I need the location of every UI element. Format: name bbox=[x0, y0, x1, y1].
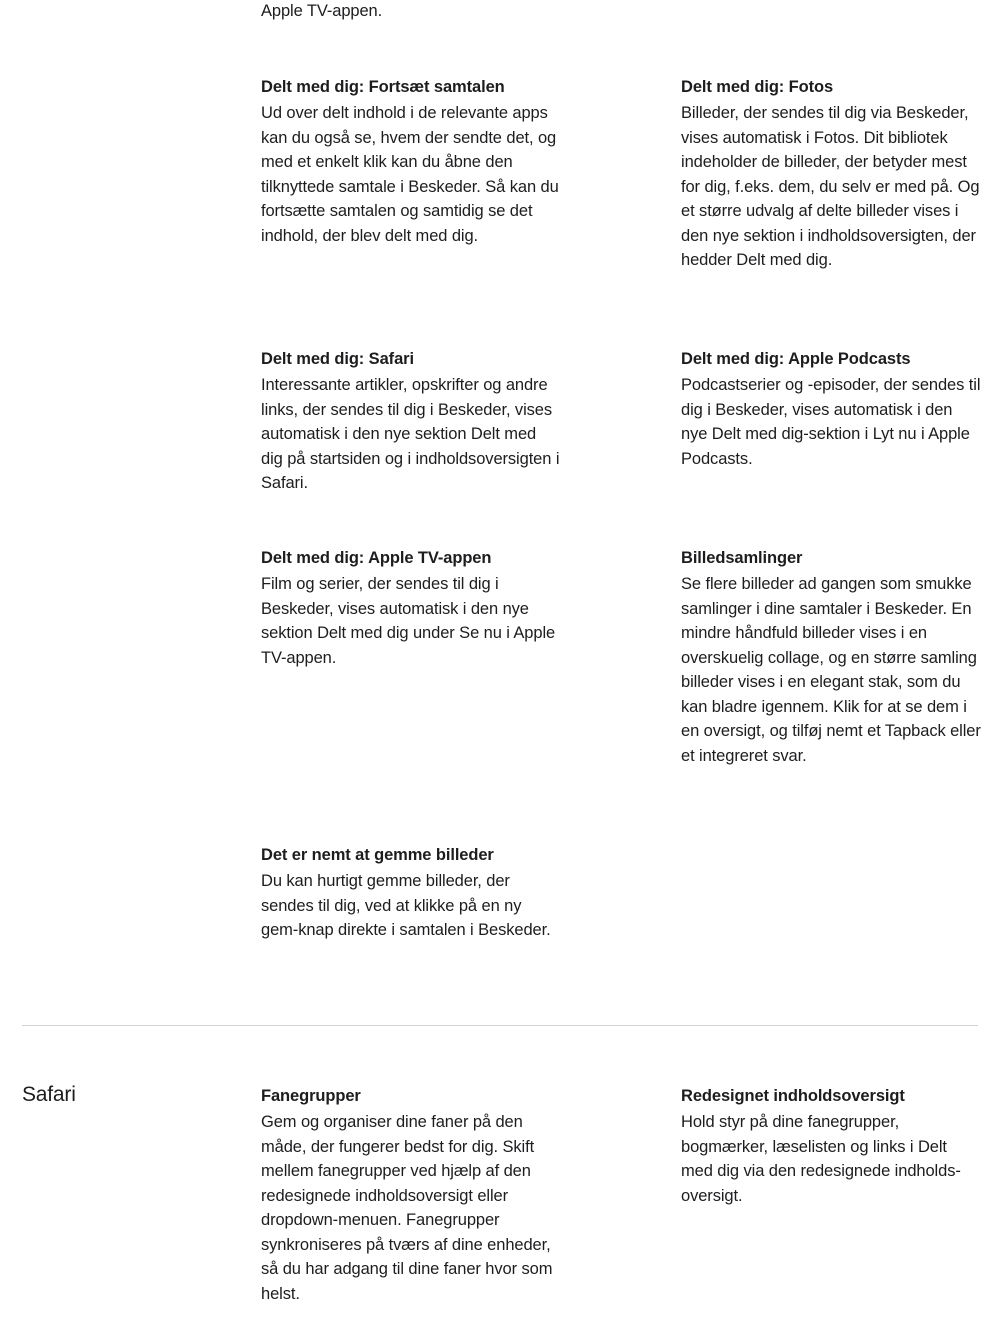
feature-title: Fanegrupper bbox=[261, 1087, 361, 1105]
feature-title: Billedsamlinger bbox=[681, 549, 803, 567]
feature-text-fragment: Apple TV-appen. bbox=[261, 2, 383, 20]
feature-title: Delt med dig: Fotos bbox=[681, 78, 834, 96]
feature-description: Podcastserier og -episoder, der sendes til dig i Beskeder, vises automatisk i den nye Delt med dig-sektion i Lyt nu i Apple Podcasts. bbox=[681, 376, 981, 468]
feature-photo-collections bbox=[681, 547, 981, 768]
section-divider bbox=[22, 1025, 978, 1026]
feature-shared-photos bbox=[681, 76, 981, 273]
feature-description: Se flere billeder ad gangen som smukke samlinger i dine samtaler i Beskeder. En mindre håndfuld billeder vises i en overskuelig collage, og en større samling billeder vises i en elegant stak, som du kan bladre igennem. Klik for at se dem i en oversigt, og tilføj nemt et Tapback eller et integreret svar. bbox=[681, 575, 981, 765]
feature-description: Ud over delt indhold i de relevante apps kan du også se, hvem der sendte det, og med et enkelt klik kan du åbne den tilknyttede samtale i Beskeder. Så kan du fortsætte samtalen og samtidig se det indhold, der blev delt med dig. bbox=[261, 104, 559, 245]
feature-redesigned-sidebar bbox=[681, 1085, 981, 1208]
feature-save-photos bbox=[261, 844, 561, 943]
feature-title: Delt med dig: Fortsæt samtalen bbox=[261, 78, 505, 96]
feature-title: Delt med dig: Apple Podcasts bbox=[681, 350, 911, 368]
feature-description: Hold styr på dine fanegrupper, bogmærker, læselisten og links i Delt med dig via den redesignede indholds-oversigt. bbox=[681, 1113, 961, 1205]
section-title-safari: Safari bbox=[22, 1083, 76, 1106]
feature-description: Gem og organiser dine faner på den måde, der fungerer bedst for dig. Skift mellem fanegrupper ved hjælp af den redesignede indholdsoversigt eller dropdown-menuen. Fanegrupper synkroniseres på tværs af dine enheder, så du har adgang til dine faner hvor som helst. bbox=[261, 1113, 553, 1303]
feature-description: Film og serier, der sendes til dig i Beskeder, vises automatisk i den nye sektion Delt med dig under Se nu i Apple TV-appen. bbox=[261, 575, 556, 667]
feature-description: Du kan hurtigt gemme billeder, der sendes til dig, ved at klikke på en ny gem-knap direkte i samtalen i Beskeder. bbox=[261, 872, 551, 939]
feature-title: Delt med dig: Apple TV-appen bbox=[261, 549, 492, 567]
feature-description: Billeder, der sendes til dig via Beskeder, vises automatisk i Fotos. Dit bibliotek indeholder de billeder, der betyder mest for dig, f.eks. dem, du selv er med på. Og et større udvalg af delte billeder vises i den nye sektion i indholdsoversigten, der hedder Delt med dig. bbox=[681, 104, 980, 269]
feature-shared-podcasts bbox=[681, 348, 981, 471]
feature-shared-tv-app bbox=[261, 547, 561, 670]
feature-description: Interessante artikler, opskrifter og andre links, der sendes til dig i Beskeder, vises automatisk i den nye sektion Delt med dig på startsiden og i indholdsoversigten i Safari. bbox=[261, 376, 560, 492]
feature-title: Delt med dig: Safari bbox=[261, 350, 414, 368]
feature-title: Det er nemt at gemme billeder bbox=[261, 846, 494, 864]
feature-tab-groups bbox=[261, 1085, 561, 1306]
feature-shared-safari bbox=[261, 348, 561, 496]
feature-title: Redesignet indholdsoversigt bbox=[681, 1087, 905, 1105]
feature-shared-continue-conversation bbox=[261, 76, 561, 248]
